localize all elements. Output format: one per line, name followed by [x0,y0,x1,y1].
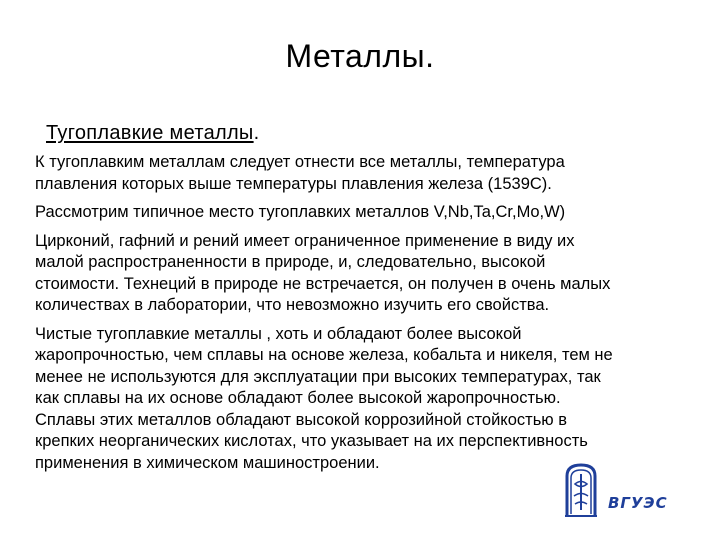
paragraph-line: количествах в лаборатории, что невозможно изучить его свойства. [35,296,550,314]
paragraph-line: Рассмотрим типичное место тугоплавких металлов V,Nb,Ta,Cr,Mo,W) [35,203,566,221]
paragraph-line: К тугоплавким металлам следует отнести все металлы, температура [35,153,565,171]
paragraph-line: Чистые тугоплавкие металлы , хоть и обладают более высокой [35,324,522,343]
paragraph-line: применения в химическом машиностроении. [35,453,380,472]
logo-wordmark: ВГУЭС [608,494,668,512]
paragraph-limited-use [35,231,685,317]
subtitle-text: Тугоплавкие металлы [46,122,254,144]
paragraph-line: плавления которых выше температуры плавления железа (1539С). [35,174,552,193]
paragraph-line: крепких неорганических кислотах, что указывает на их перспективность [35,432,588,450]
paragraph-heat-resistance [35,324,685,475]
section-subtitle [46,120,259,146]
paragraph-line: жаропрочностью, чем сплавы на основе железа, кобальта и никеля, тем не [35,346,613,364]
subtitle-period: . [253,122,260,144]
paragraph-line: малой распространенности в природе, и, следовательно, высокой [35,253,546,271]
paragraph-line: менее не используются для эксплуатации при высоких температурах, так [35,367,601,386]
paragraph-line: Сплавы этих металлов обладают высокой коррозийной стойкостью в [35,410,568,429]
paragraph-line: как сплавы на их основе обладают более высокой жаропрочностью. [35,389,561,407]
slide-title: Металлы. [285,38,435,74]
paragraph-line: стоимости. Технеций в природе не встречается, он получен в очень малых [35,274,611,293]
paragraph-periodic-position [35,202,685,224]
paragraph-refractory-definition [35,152,685,195]
university-logo [564,462,684,522]
paragraph-line: Цирконий, гафний и рений имеет ограниченное применение в виду их [35,231,575,250]
body-text [35,152,685,481]
emblem-icon [564,462,598,518]
